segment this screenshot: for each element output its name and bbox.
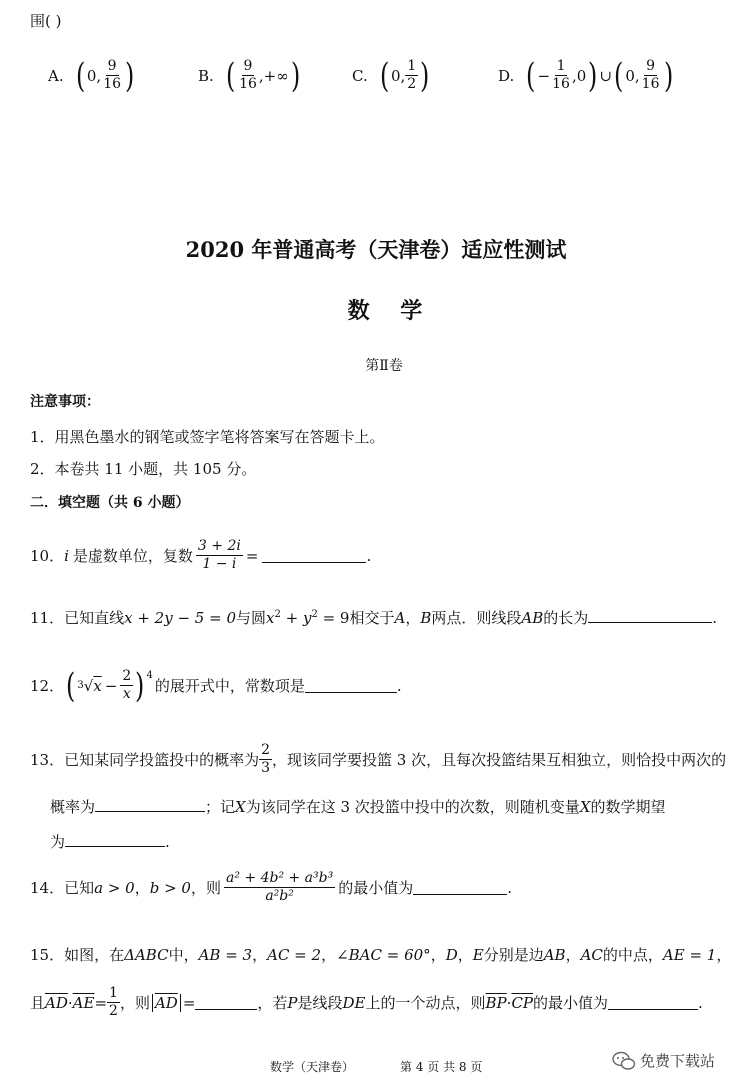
question-number: 11． xyxy=(30,609,65,627)
option-c: C. ( 0, $\frac{1}{2}$ ) xyxy=(352,55,430,96)
watermark xyxy=(612,1050,715,1071)
footer-subject: 数学（天津卷） xyxy=(270,1060,355,1074)
option-a: A. ( 0, $\frac{9}{16}$ ) xyxy=(48,55,135,96)
question-number: 14． xyxy=(30,879,65,897)
question-13-line3: 为 . xyxy=(50,833,170,851)
answer-blank[interactable] xyxy=(413,880,507,895)
notes-heading: 注意事项： xyxy=(30,394,100,410)
question-11: 11．已知直线x + 2y − 5 = 0与圆$x^2 + y^2 = 9$相交于A，B两点．则线段AB的长为 . xyxy=(30,609,718,627)
fraction: $\frac{2}{3}$ xyxy=(261,742,271,776)
fraction: $\frac{\text{a² + 4b² + a³b³}}{\text{a²b²}}$ xyxy=(225,870,334,904)
question-15: 15．如图，在ΔABC中，AB = 3，AC = 2，∠BAC = 60°，D，E分别是边AB，AC的中点，AE = 1， xyxy=(30,946,732,964)
answer-blank[interactable] xyxy=(262,548,366,563)
option-d: D. ( − $\frac{1}{16}$ ,0 ) ∪ ( 0, $\frac{9}{16}$ ) xyxy=(498,55,673,96)
question-13-line2: 概率为 ；记X为该同学在这 3 次投篮中投中的次数，则随机变量X的数学期望 xyxy=(50,798,666,816)
answer-blank[interactable] xyxy=(195,995,257,1010)
question-number: 12． xyxy=(30,677,65,695)
answer-blank[interactable] xyxy=(305,678,397,693)
question-10: 10． i 是虚数单位，复数 $\frac{3 + 2i}{1 - i}$ = . xyxy=(30,538,372,572)
fraction: $\frac{9}{16}$ xyxy=(239,58,257,92)
fraction: $\frac{3 + 2i}{1 - i}$ xyxy=(197,538,241,572)
fraction: $\frac{9}{16}$ xyxy=(641,58,660,92)
note-item: 2．本卷共 11 小题，共 105 分。 xyxy=(30,460,257,478)
option-label: C. xyxy=(352,66,368,85)
question-12: 12． ( 3 √ x − $\frac{2}{x}$ ) $^4$ 的展开式中，常数项是 . xyxy=(30,665,402,706)
question-13: 13． 已知某同学投篮投中的概率为 $\frac{2}{3}$ ，现该同学要投篮 3 次，且每次投篮结果互相独立，则恰投中两次的 xyxy=(30,742,727,776)
question-14: 14． 已知 a > 0 ， b > 0 ，则 $\frac{\text{a² + 4b² + a³b³}}{\text{a²b²}}$ 的最小值为 . xyxy=(30,870,513,904)
option-label: B. xyxy=(198,66,214,85)
option-label: D. xyxy=(498,66,515,85)
section-heading: 二．填空题（共 6 小题） xyxy=(30,495,190,511)
option-b: B. ( $\frac{9}{16}$ ,+∞ ) xyxy=(198,55,301,96)
wechat-icon xyxy=(612,1051,636,1071)
question-number: 10． xyxy=(30,547,65,565)
question-stem-tail: 围( ) xyxy=(30,12,62,30)
fraction: $\frac{1}{2}$ xyxy=(407,58,417,92)
fraction: $\frac{9}{16}$ xyxy=(103,58,122,92)
question-15-line2: 且 $\overline{AD}$ · $\overline{AE}$ = $\frac{1}{2}$ ，则 $\overline{AD}$ = ，若 P 是线段 DE 上的一个动点，则 $\overline{BP}$ · $\overline{CP}$ 的最小值为 . xyxy=(30,985,703,1019)
watermark-text: 免费下载站 xyxy=(640,1052,716,1070)
answer-blank[interactable] xyxy=(65,832,165,847)
question-number: 15． xyxy=(30,946,65,964)
footer-page: 第 4 页 共 8 页 xyxy=(400,1060,483,1074)
answer-blank[interactable] xyxy=(608,995,698,1010)
volume-label: 第Ⅱ卷 xyxy=(365,358,403,374)
option-label: A. xyxy=(48,66,64,85)
subject-title: 数 学 xyxy=(347,298,423,324)
question-number: 13． xyxy=(30,751,65,769)
note-item: 1．用黑色墨水的钢笔或签字笔将答案写在答题卡上。 xyxy=(30,428,385,446)
fraction: $\frac{2}{x}$ xyxy=(122,668,132,702)
answer-blank[interactable] xyxy=(588,608,712,623)
fraction: $\frac{1}{16}$ xyxy=(552,58,570,92)
fraction: $\frac{1}{2}$ xyxy=(109,985,118,1019)
exam-title: 2020 年普通高考（天津卷）适应性测试 xyxy=(185,237,567,262)
answer-blank[interactable] xyxy=(95,797,205,812)
